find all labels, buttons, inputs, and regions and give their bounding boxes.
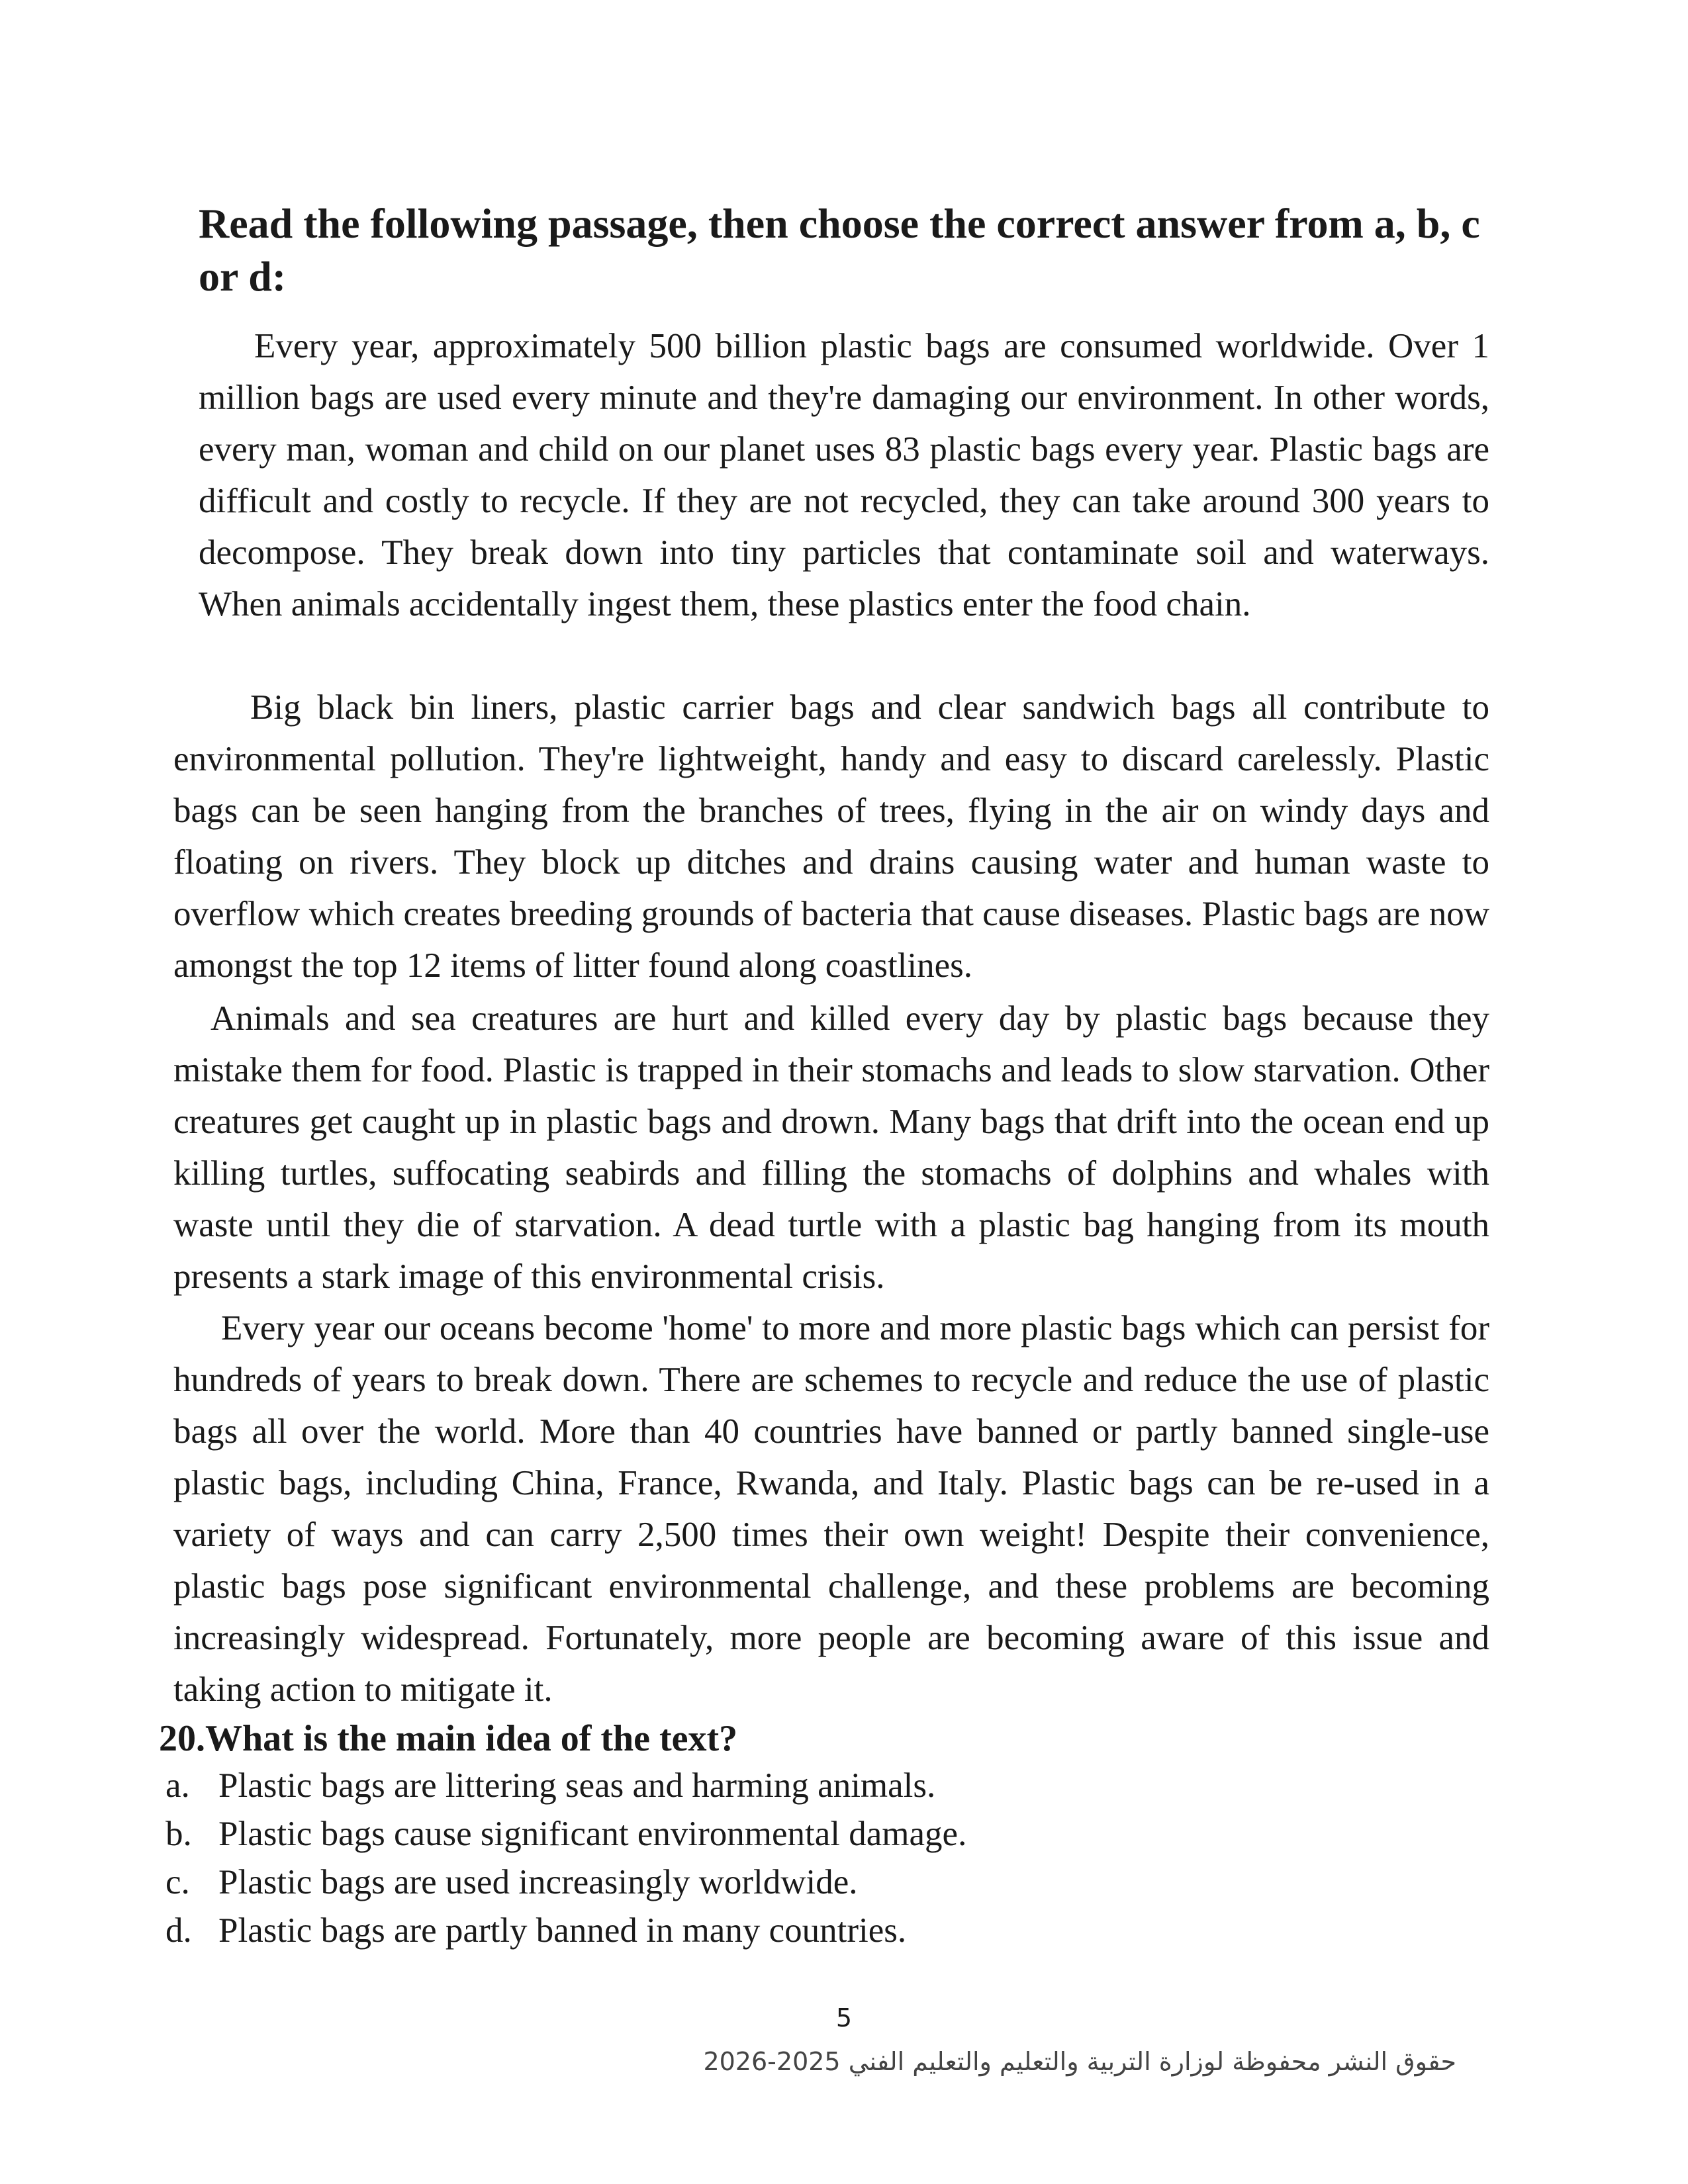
option-letter: a. (165, 1766, 190, 1805)
passage-paragraph-3: Animals and sea creatures are hurt and killed every day by plastic bags because they mistake them for food. Plastic is trapped in their stomachs and leads to slow starvation. Other creatures get caught up in plastic bags and drown. Many bags that drift into the ocean end up killing turtles, suffocating seabirds and filling the stomachs of dolphins and whales with waste until they die of starvation. A dead turtle with a plastic bag hanging from its mouth presents a stark image of this environmental crisis. (173, 999, 1489, 1296)
page-number: 5 (835, 2003, 853, 2032)
passage-paragraph-1: Every year, approximately 500 billion plastic bags are consumed worldwide. Over 1 million bags are used every minute and they're damaging our environment. In other words, every man, woman and child on our planet uses 83 plastic bags every year. Plastic bags are difficult and costly to recycle. If they are not recycled, they can take around 300 years to decompose. They break down into tiny particles that contaminate soil and waterways. When animals accidentally ingest them, these plastics enter the food chain. (199, 327, 1489, 623)
option-letter: b. (165, 1815, 192, 1853)
option-text: Plastic bags cause significant environmental damage. (218, 1815, 967, 1853)
question-text: 20.What is the main idea of the text? (159, 1718, 738, 1759)
answer-options (165, 1762, 1489, 1955)
answer-option-a[interactable] (165, 1762, 1489, 1810)
instruction-heading: Read the following passage, then choose the correct answer from a, b, c or d: (199, 200, 1480, 300)
option-letter: c. (165, 1863, 190, 1901)
passage-paragraph-2: Big black bin liners, plastic carrier bags and clear sandwich bags all contribute to environmental pollution. They're lightweight, handy and easy to discard carelessly. Plastic bags can be seen hanging from the branches of trees, flying in the air on windy days and floating on rivers. They block up ditches and drains causing water and human waste to overflow which creates breeding grounds of bacteria that cause diseases. Plastic bags are now amongst the top 12 items of litter found along coastlines. (173, 688, 1489, 985)
option-text: Plastic bags are partly banned in many countries. (218, 1911, 907, 1950)
copyright-footer: حقوق النشر محفوظة لوزارة التربية والتعليم والتعليم الفني 2025-2026 (703, 2047, 1456, 2076)
answer-option-c[interactable] (165, 1858, 1489, 1907)
option-text: Plastic bags are littering seas and harming animals. (218, 1766, 936, 1805)
answer-option-d[interactable] (165, 1907, 1489, 1955)
answer-option-b[interactable] (165, 1810, 1489, 1858)
passage-paragraph-4: Every year our oceans become 'home' to more and more plastic bags which can persist for hundreds of years to break down. There are schemes to recycle and reduce the use of plastic bags all over the world. More than 40 countries have banned or partly banned single-use plastic bags, including China, France, Rwanda, and Italy. Plastic bags can be re-used in a variety of ways and can carry 2,500 times their own weight! Despite their convenience, plastic bags pose significant environmental challenge, and these problems are becoming increasingly widespread. Fortunately, more people are becoming aware of this issue and taking action to mitigate it. (173, 1309, 1489, 1709)
option-letter: d. (165, 1911, 192, 1950)
option-text: Plastic bags are used increasingly worldwide. (218, 1863, 858, 1901)
